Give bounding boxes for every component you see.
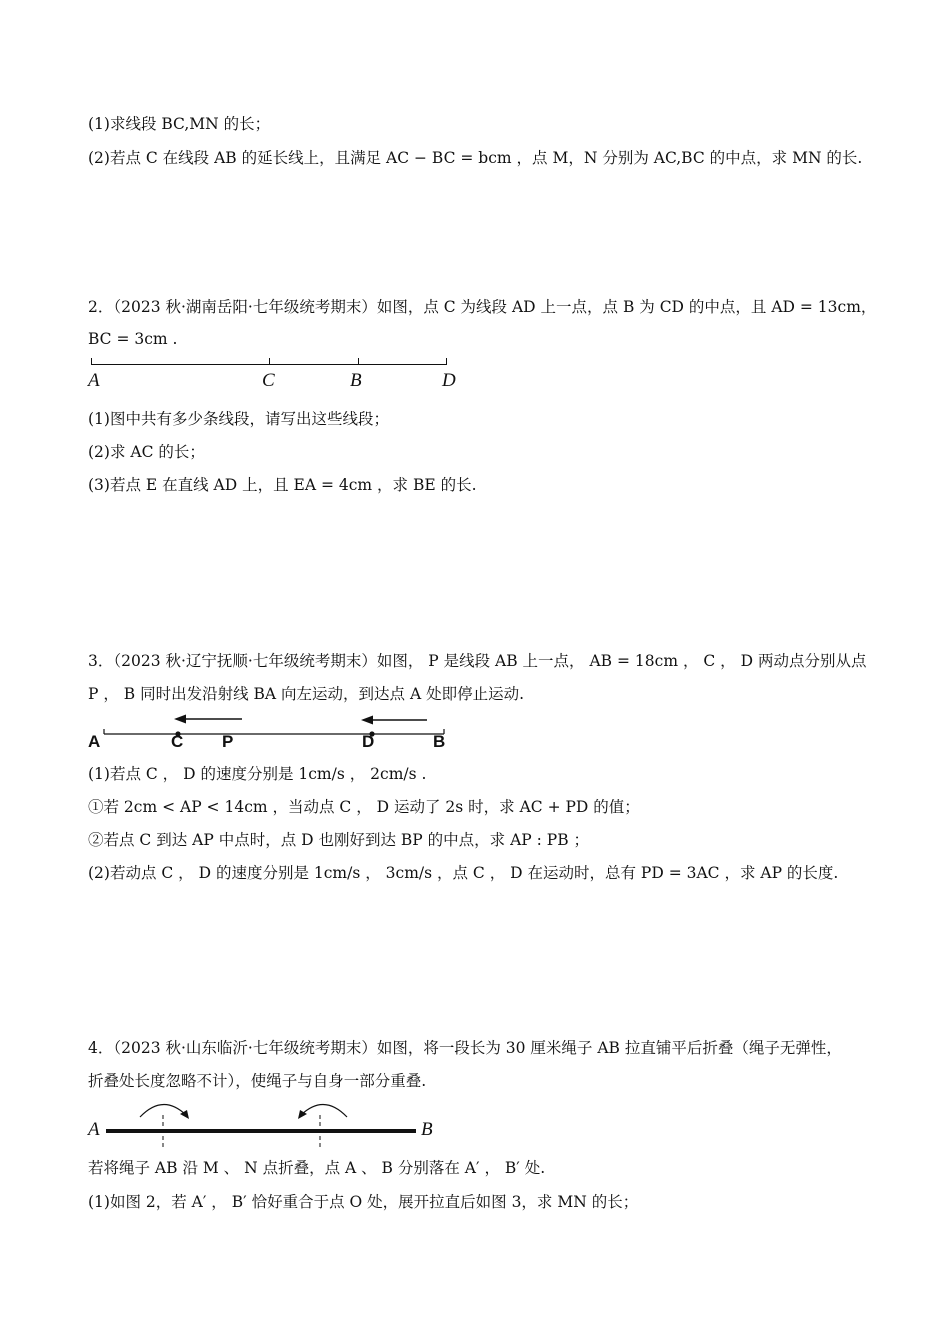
point-label-b: B bbox=[421, 1119, 433, 1140]
q3-part2: (2)若动点 C ， D 的速度分别是 1cm/s ， 3cm/s ，点 C ， D 在运动时，总有 PD = 3AC ，求 AP 的长度. bbox=[88, 864, 839, 882]
point-label-b: B bbox=[350, 370, 362, 391]
point-label-a: A bbox=[88, 370, 100, 391]
q3-part1-sub1: ①若 2cm < AP < 14cm ，当动点 C ， D 运动了 2s 时，求 AC + PD 的值； bbox=[88, 798, 640, 816]
point-label-c: C bbox=[171, 732, 184, 751]
point-label-c: C bbox=[262, 370, 275, 391]
q2-stem-cont: BC = 3cm . bbox=[88, 330, 178, 348]
rope-drawing bbox=[88, 1097, 448, 1153]
q3-part1: (1)若点 C ， D 的速度分别是 1cm/s ， 2cm/s . bbox=[88, 765, 427, 783]
q3-part1-sub2: ②若点 C 到达 AP 中点时，点 D 也刚好到达 BP 的中点，求 AP : PB ； bbox=[88, 831, 590, 849]
q4-stem-cont: 折叠处长度忽略不计），使绳子与自身一部分重叠. bbox=[88, 1072, 427, 1090]
q2-stem: 2．（2023 秋·湖南岳阳·七年级统考期末）如图，点 C 为线段 AD 上一点，点 B 为 CD 的中点，且 AD = 13cm， bbox=[88, 298, 877, 316]
q1-part1: (1)求线段 BC,MN 的长； bbox=[88, 115, 271, 133]
point-label-d: D bbox=[442, 370, 456, 391]
figure-moving-points bbox=[88, 710, 468, 758]
q4-fold-description: 若将绳子 AB 沿 M 、 N 点折叠，点 A 、 B 分别落在 A′ ， B′ 处. bbox=[88, 1159, 546, 1177]
point-label-d: D bbox=[362, 732, 375, 751]
q1-part2: (2)若点 C 在线段 AB 的延长线上，且满足 AC − BC = bcm ，点 M，N 分别为 AC,BC 的中点，求 MN 的长. bbox=[88, 149, 863, 167]
q3-stem: 3．（2023 秋·辽宁抚顺·七年级统考期末）如图， P 是线段 AB 上一点， AB = 18cm ， C ， D 两动点分别从点 bbox=[88, 652, 867, 670]
q4-part1: (1)如图 2，若 A′ ， B′ 恰好重合于点 O 处，展开拉直后如图 3，求 MN 的长； bbox=[88, 1193, 639, 1211]
figure-rope-fold bbox=[88, 1097, 448, 1153]
q2-part1: (1)图中共有多少条线段，请写出这些线段； bbox=[88, 410, 389, 428]
q3-stem-cont: P ， B 同时出发沿射线 BA 向左运动，到达点 A 处即停止运动. bbox=[88, 685, 525, 703]
q2-part3: (3)若点 E 在直线 AD 上，且 EA = 4cm ，求 BE 的长. bbox=[88, 476, 477, 494]
point-label-a: A bbox=[88, 732, 101, 751]
point-label-b: B bbox=[433, 732, 446, 751]
point-label-p: P bbox=[222, 732, 234, 751]
arrows-and-segment bbox=[88, 710, 468, 740]
q4-stem: 4．（2023 秋·山东临沂·七年级统考期末）如图，将一段长为 30 厘米绳子 AB 拉直铺平后折叠（绳子无弹性， bbox=[88, 1039, 842, 1057]
point-label-a: A bbox=[88, 1119, 100, 1140]
figure-segment-acbd bbox=[88, 355, 468, 395]
q2-part2: (2)求 AC 的长； bbox=[88, 443, 205, 461]
